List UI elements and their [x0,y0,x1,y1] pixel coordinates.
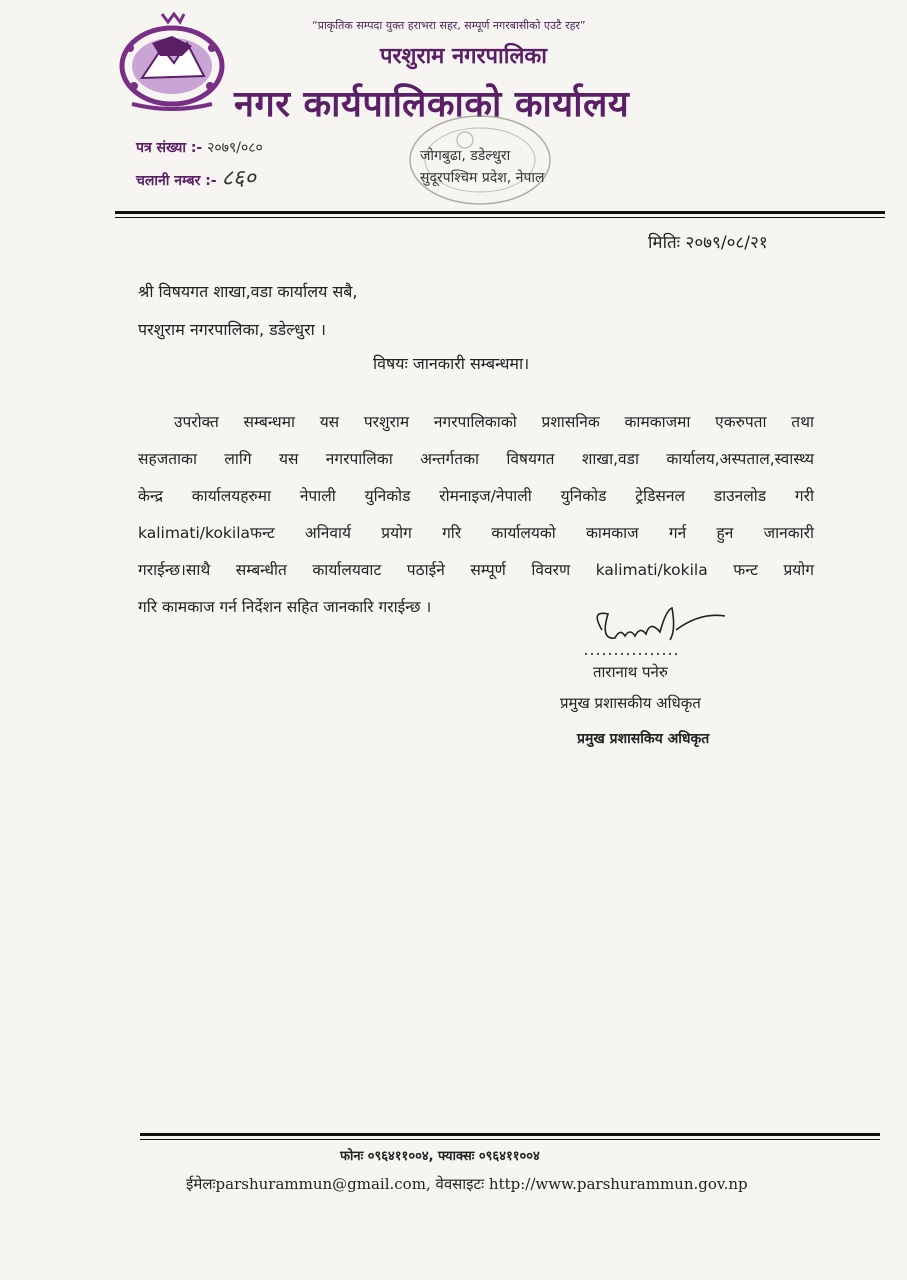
letter-body [138,404,814,626]
footer-divider [140,1133,880,1136]
letter-number-label: पत्र संख्या :- [136,140,203,156]
letter-number-value: २०७९/०८० [207,140,263,156]
office-address-line2: सुदूरपश्चिम प्रदेश, नेपाल [420,170,545,186]
nepal-emblem-icon [112,8,232,113]
dispatch-number-label: चलानी नम्बर :- [136,173,217,189]
dispatch-number [136,162,256,192]
signatory-name: तारानाथ पनेरु [593,663,668,681]
slogan: “प्राकृतिक सम्पदा युक्त हराभरा सहर, सम्पूर्ण नगरबासीको एउटै रहर” [312,19,586,32]
body-line: सहजताका लागि यस नगरपालिका अन्तर्गतका विषयगत शाखा,वडा कार्यालय,अस्पताल,स्वास्थ्य [138,450,814,468]
letter-date: मितिः २०७९/०८/२१ [648,233,768,253]
body-line: उपरोक्त सम्बन्धमा यस परशुराम नगरपालिकाको प्रशासनिक कामकाजमा एकरुपता तथा [174,413,814,431]
header-divider-thin [115,217,885,218]
recipient-line2: परशुराम नगरपालिका, डडेल्धुरा । [138,320,326,339]
letter-number [136,138,263,157]
signatory-stamp-title: प्रमुख प्रशासकिय अधिकृत [577,731,710,747]
body-line: गरि कामकाज गर्न निर्देशन सहित जानकारि गराईन्छ । [138,598,432,616]
signature-icon [580,600,730,660]
body-line: गराईन्छ।साथै सम्बन्धीत कार्यालयवाट पठाईने सम्पूर्ण विवरण kalimati/kokila फन्ट प्रयोग [138,561,814,579]
footer-phone: फोनः ०९६४११००४, फ्याक्सः ०९६४११००४ [340,1149,540,1164]
footer-divider-thin [140,1139,880,1140]
municipality-name: परशुराम नगरपालिका [380,44,547,69]
signatory-title: प्रमुख प्रशासकीय अधिकृत [560,694,701,712]
header-divider [115,211,885,214]
body-line: kalimati/kokilaफन्ट अनिवार्य प्रयोग गरि कार्यालयको कामकाज गर्न हुन जानकारी [138,524,814,542]
recipient-line1: श्री विषयगत शाखा,वडा कार्यालय सबै, [138,282,358,301]
letter-subject: विषयः जानकारी सम्बन्धमा। [373,354,530,373]
body-line: केन्द्र कार्यालयहरुमा नेपाली युनिकोड रोमनाइज/नेपाली युनिकोड ट्रेडिसनल डाउनलोड गरी [138,487,814,505]
dispatch-number-value: ८६० [221,166,256,191]
footer-email-website: ईमेलःparshurammun@gmail.com, वेवसाइटः http://www.parshurammun.gov.np [186,1175,748,1193]
office-address-line1: जोगबुढा, डडेल्धुरा [420,148,511,164]
office-title: नगर कार्यपालिकाको कार्यालय [234,84,630,125]
